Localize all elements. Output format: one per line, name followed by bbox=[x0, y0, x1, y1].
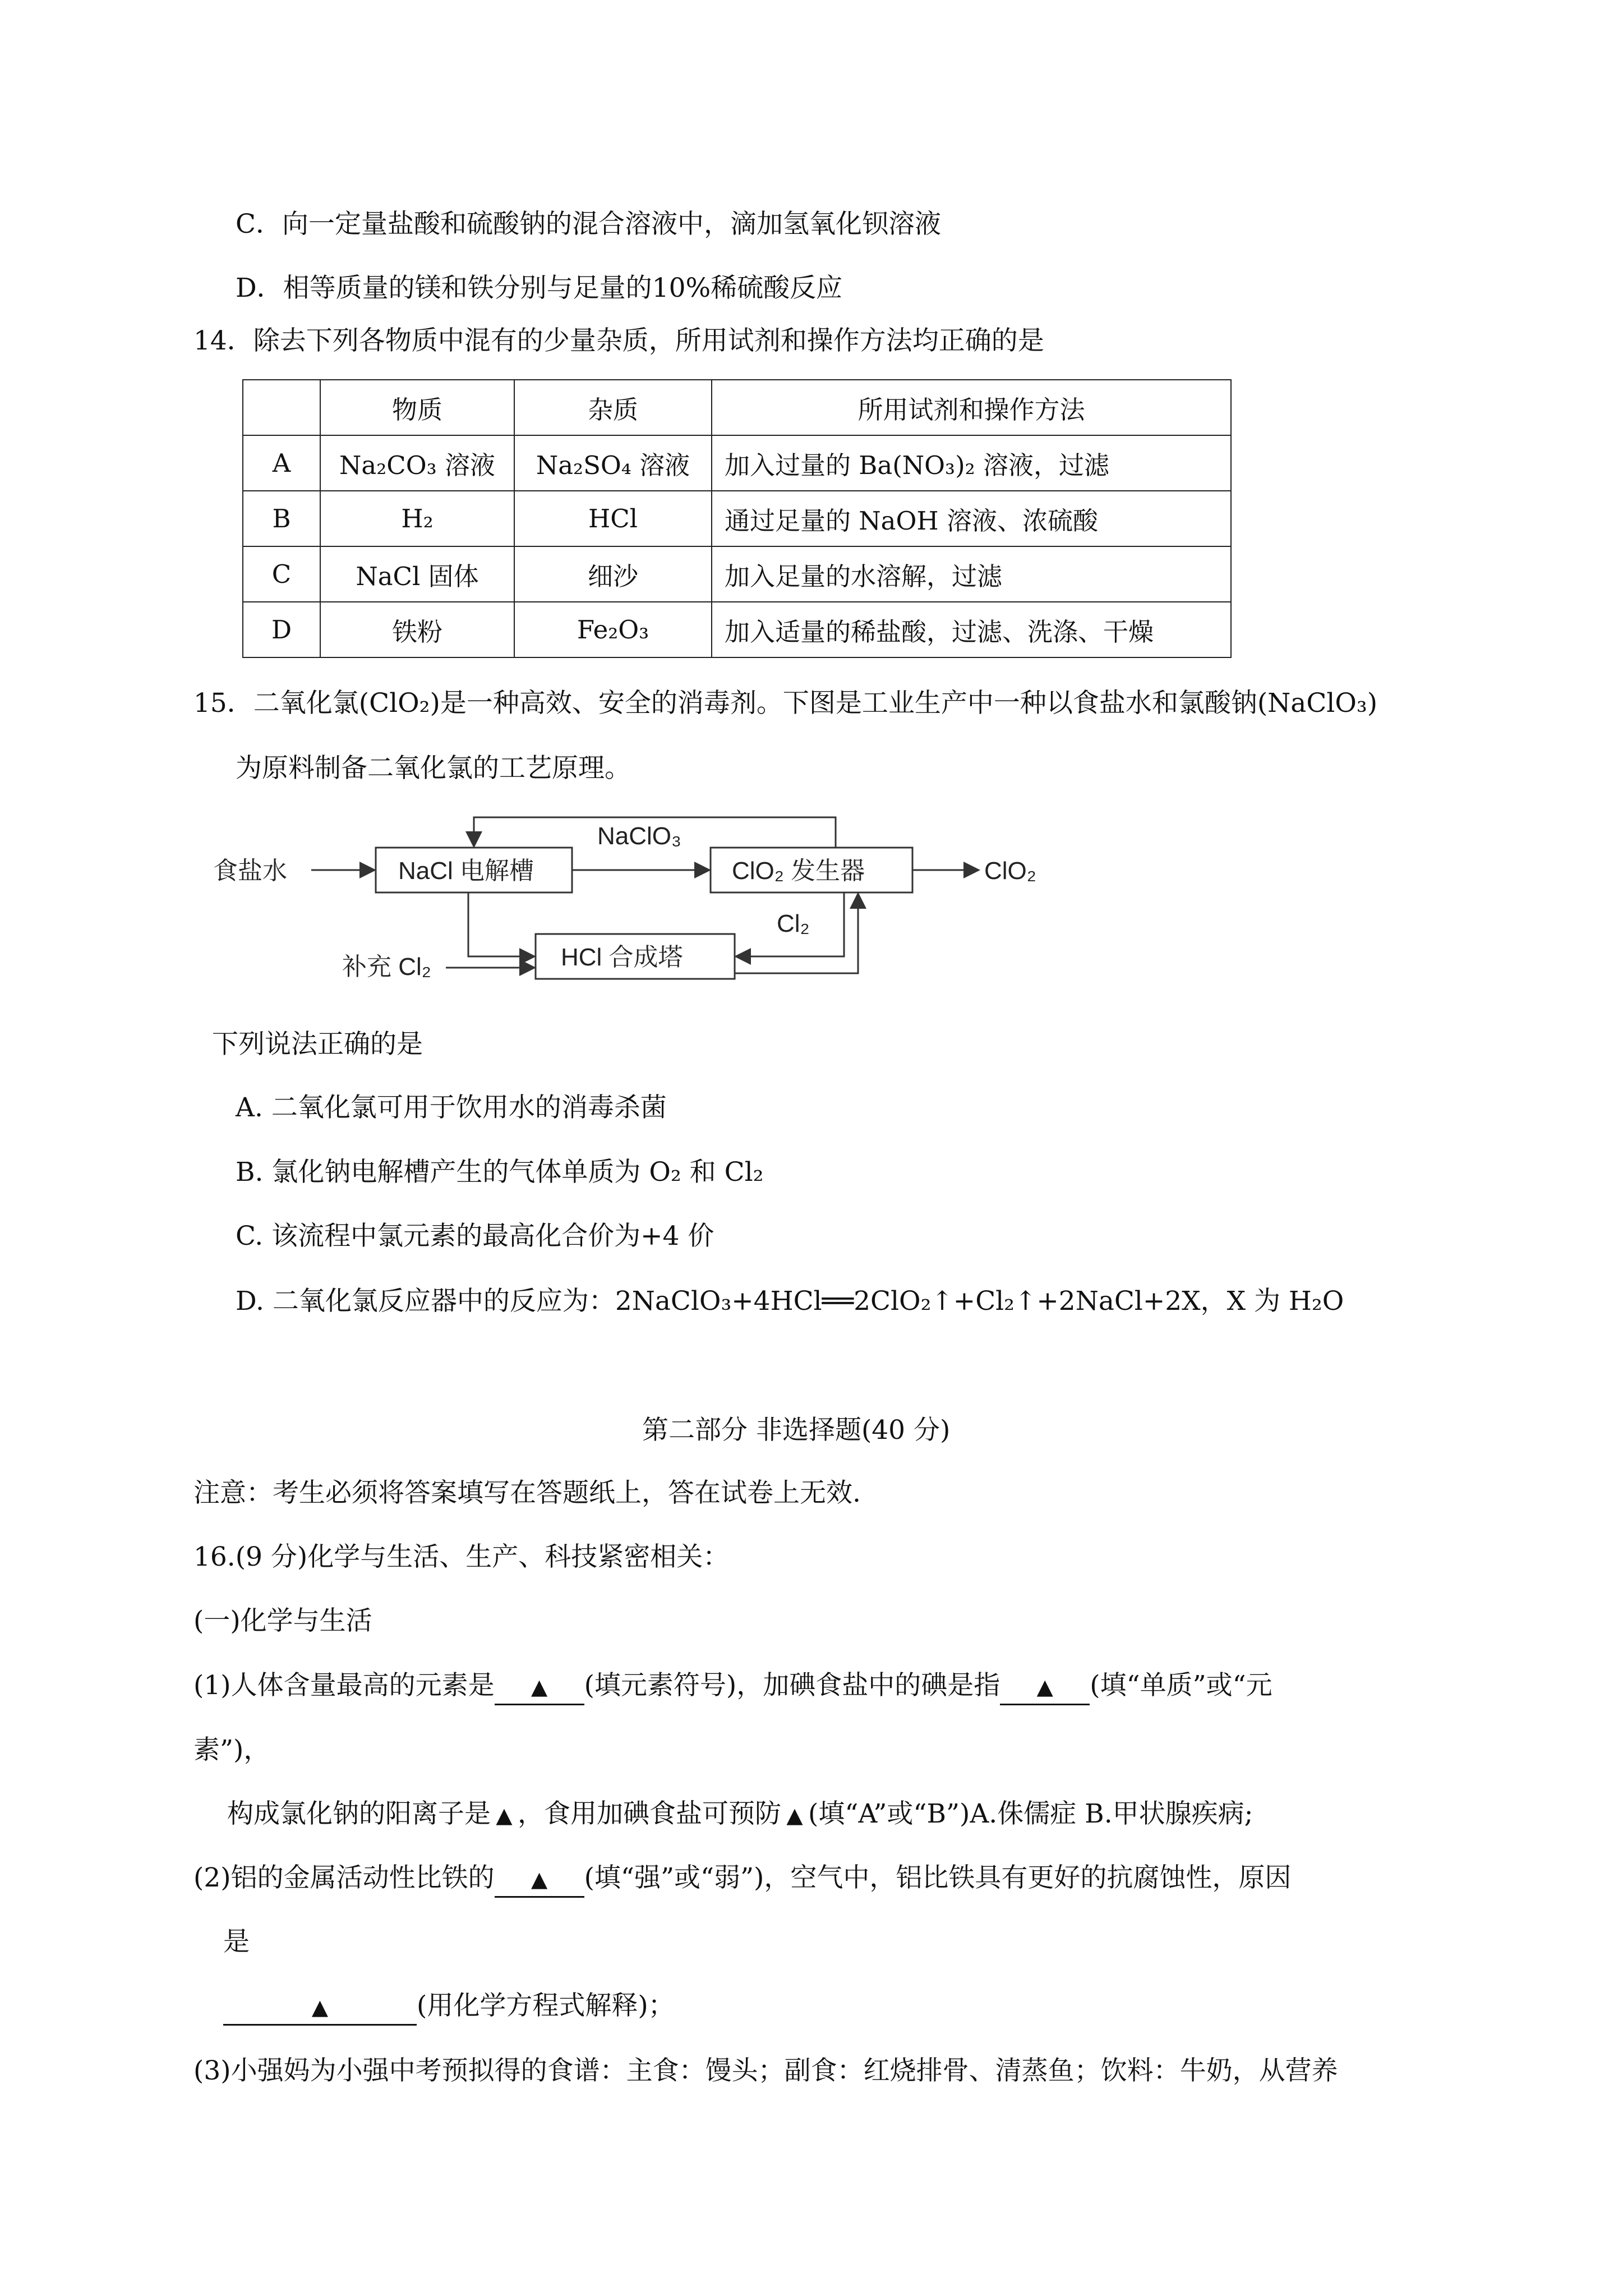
table-row bbox=[243, 491, 1231, 546]
row-key: C bbox=[243, 546, 320, 602]
q16-text: ，食用加碘食盐可预防 bbox=[518, 1798, 781, 1829]
q16-part2-line2: 是 bbox=[223, 1926, 250, 1957]
row-impurity: Fe₂O₃ bbox=[514, 602, 712, 657]
q16-text: (填“单质”或“元 bbox=[1090, 1670, 1272, 1701]
output-label: ClO₂ bbox=[984, 857, 1036, 885]
table-row bbox=[243, 602, 1231, 657]
q16-text: (2)铝的金属活动性比铁的 bbox=[193, 1862, 495, 1893]
row-method: 加入过量的 Ba(NO₃)₂ 溶液，过滤 bbox=[712, 435, 1231, 491]
q13-option-c: C．向一定量盐酸和硫酸钠的混合溶液中，滴加氢氧化钡溶液 bbox=[236, 209, 941, 240]
row-method: 加入足量的水溶解，过滤 bbox=[712, 546, 1231, 602]
q16-text: (1)人体含量最高的元素是 bbox=[193, 1670, 495, 1701]
box1-label: NaCl 电解槽 bbox=[398, 857, 534, 885]
q16-stem: 16.(9 分)化学与生活、生产、科技紧密相关： bbox=[193, 1542, 730, 1572]
table-header-cell: 所用试剂和操作方法 bbox=[712, 380, 1231, 435]
cl2-label: Cl₂ bbox=[777, 910, 810, 937]
q16-part1-line2: 素”)， bbox=[193, 1734, 270, 1765]
row-substance: 铁粉 bbox=[320, 602, 514, 657]
row-key: D bbox=[243, 602, 320, 657]
q16-text: (填元素符号)，加碘食盐中的碘是指 bbox=[584, 1670, 1000, 1701]
q16-part2-line3 bbox=[223, 1989, 675, 2026]
row-substance: NaCl 固体 bbox=[320, 546, 514, 602]
q15-option-c: C. 该流程中氯元素的最高化合价为+4 价 bbox=[236, 1221, 714, 1251]
q14-table bbox=[242, 379, 1232, 658]
q16-part3-line1: (3)小强妈为小强中考预拟得的食谱：主食：馒头；副食：红烧排骨、清蒸鱼；饮料：牛奶，从营养 bbox=[193, 2055, 1338, 2086]
arrow1-label: NaClO₃ bbox=[597, 822, 681, 850]
q16-text: 构成氯化钠的阳离子是 bbox=[227, 1798, 491, 1829]
row-impurity: HCl bbox=[514, 491, 712, 546]
table-header-cell: 杂质 bbox=[514, 380, 712, 435]
q15-option-d: D. 二氧化氯反应器中的反应为：2NaClO₃+4HCl══2ClO₂↑+Cl₂↑+2NaCl+2X，X 为 H₂O bbox=[236, 1286, 1344, 1317]
q16-text: (用化学方程式解释)； bbox=[417, 1990, 675, 2021]
q16-text: (填“A”或“B”)A.侏儒症 B.甲状腺疾病; bbox=[808, 1798, 1253, 1829]
box2-label: ClO₂ 发生器 bbox=[732, 857, 865, 885]
answer-blank[interactable]: ▲ bbox=[786, 1803, 803, 1828]
input-label: 食盐水 bbox=[213, 857, 287, 885]
q15-prompt: 下列说法正确的是 bbox=[212, 1029, 423, 1060]
answer-blank[interactable]: ▲ bbox=[495, 1862, 584, 1898]
q13-option-d: D．相等质量的镁和铁分别与足量的10%稀硫酸反应 bbox=[236, 273, 843, 303]
q16-part1-line1 bbox=[193, 1669, 1272, 1705]
part2-note: 注意：考生必须将答案填写在答题纸上，答在试卷上无效. bbox=[193, 1478, 861, 1508]
supplement-label: 补充 Cl₂ bbox=[342, 953, 431, 981]
answer-blank[interactable]: ▲ bbox=[496, 1803, 513, 1828]
table-row bbox=[243, 435, 1231, 491]
q15-option-a: A. 二氧化氯可用于饮用水的消毒杀菌 bbox=[236, 1092, 667, 1123]
row-substance: Na₂CO₃ 溶液 bbox=[320, 435, 514, 491]
q16-subtitle: (一)化学与生活 bbox=[193, 1605, 372, 1636]
q15-stem-line1: 15．二氧化氯(ClO₂)是一种高效、安全的消毒剂。下图是工业生产中一种以食盐水和氯酸钠(NaClO₃) bbox=[193, 688, 1378, 719]
q15-stem-line2: 为原料制备二氧化氯的工艺原理。 bbox=[236, 753, 631, 784]
q16-text: (填“强”或“弱”)，空气中，铝比铁具有更好的抗腐蚀性，原因 bbox=[584, 1862, 1292, 1893]
table-header-cell: 物质 bbox=[320, 380, 514, 435]
row-method: 通过足量的 NaOH 溶液、浓硫酸 bbox=[712, 491, 1231, 546]
q14-stem: 14．除去下列各物质中混有的少量杂质，所用试剂和操作方法均正确的是 bbox=[193, 325, 1044, 356]
q16-part2-line1 bbox=[193, 1861, 1291, 1898]
answer-blank[interactable]: ▲ bbox=[1000, 1670, 1090, 1705]
answer-blank[interactable]: ▲ bbox=[495, 1670, 584, 1705]
row-method: 加入适量的稀盐酸，过滤、洗涤、干燥 bbox=[712, 602, 1231, 657]
table-row bbox=[243, 546, 1231, 602]
q15-option-b: B. 氯化钠电解槽产生的气体单质为 O₂ 和 Cl₂ bbox=[236, 1157, 764, 1188]
row-substance: H₂ bbox=[320, 491, 514, 546]
process-flow-diagram bbox=[213, 805, 1054, 996]
box3-label: HCl 合成塔 bbox=[561, 944, 683, 971]
row-key: A bbox=[243, 435, 320, 491]
part2-title: 第二部分 非选择题(40 分) bbox=[642, 1415, 951, 1446]
answer-blank[interactable]: ▲ bbox=[223, 1990, 417, 2026]
table-header-cell bbox=[243, 380, 320, 435]
row-key: B bbox=[243, 491, 320, 546]
row-impurity: Na₂SO₄ 溶液 bbox=[514, 435, 712, 491]
table-header-row bbox=[243, 380, 1231, 435]
row-impurity: 细沙 bbox=[514, 546, 712, 602]
arrow-to-tower bbox=[468, 892, 534, 956]
q16-part1-line3 bbox=[227, 1797, 1253, 1832]
